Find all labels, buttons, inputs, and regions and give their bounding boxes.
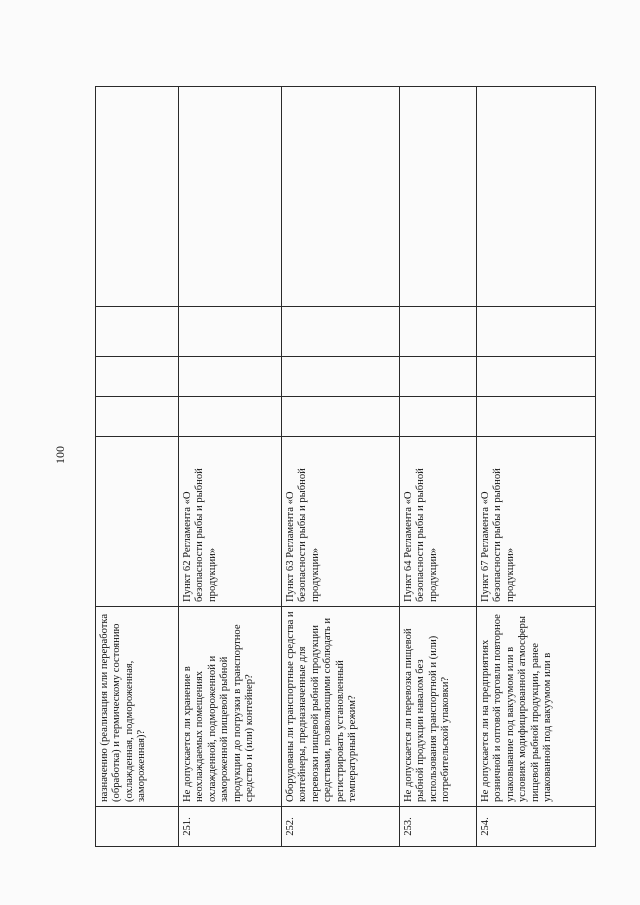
answer-no-cell <box>477 357 596 397</box>
page-number: 100 <box>53 446 67 464</box>
notes-cell <box>477 87 596 307</box>
requirement-question: Не допускается ли перевозка пищевой рыбной продукции навалом без использования транспортной и (или) потребительской упаковки? <box>400 607 477 807</box>
answer-no-cell <box>179 357 282 397</box>
regulation-reference: Пункт 62 Регламента «О безопасности рыбы и рыбной продукции» <box>179 437 282 607</box>
answer-yes-cell <box>96 397 179 437</box>
row-number: 254. <box>477 807 596 847</box>
answer-no-cell <box>282 357 400 397</box>
notes-cell <box>400 87 477 307</box>
not-applicable-cell <box>477 307 596 357</box>
row-number: 253. <box>400 807 477 847</box>
checklist-table <box>95 86 596 847</box>
row-number: 252. <box>282 807 400 847</box>
not-applicable-cell <box>282 307 400 357</box>
answer-yes-cell <box>477 397 596 437</box>
table-row <box>96 87 179 847</box>
requirement-question: Не допускается ли на предприятиях розничной и оптовой торговли повторное упаковывание под вакуумом или в условиях модифицированной атмосферы пищевой рыбной продукции, ранее упакованной под вакуумом или в <box>477 607 596 807</box>
table-row <box>282 87 400 847</box>
not-applicable-cell <box>96 307 179 357</box>
answer-no-cell <box>400 357 477 397</box>
regulation-reference <box>96 437 179 607</box>
regulation-reference: Пункт 67 Регламента «О безопасности рыбы и рыбной продукции» <box>477 437 596 607</box>
answer-yes-cell <box>179 397 282 437</box>
not-applicable-cell <box>179 307 282 357</box>
regulation-reference: Пункт 63 Регламента «О безопасности рыбы и рыбной продукции» <box>282 437 400 607</box>
requirement-question: Не допускается ли хранение в неохлаждаемых помещениях охлажденной, подмороженной и замороженной пищевой рыбной продукции до погрузки в транспортное средство и (или) контейнер? <box>179 607 282 807</box>
table-row <box>477 87 596 847</box>
row-number <box>96 807 179 847</box>
table-row <box>400 87 477 847</box>
table-row <box>179 87 282 847</box>
requirement-question: назначению (реализация или переработка (обработка) и термическому состоянию (охлажденная, подмороженная, замороженная)? <box>96 607 179 807</box>
answer-yes-cell <box>282 397 400 437</box>
notes-cell <box>96 87 179 307</box>
answer-yes-cell <box>400 397 477 437</box>
row-number: 251. <box>179 807 282 847</box>
answer-no-cell <box>96 357 179 397</box>
notes-cell <box>179 87 282 307</box>
regulation-reference: Пункт 64 Регламента «О безопасности рыбы и рыбной продукции» <box>400 437 477 607</box>
notes-cell <box>282 87 400 307</box>
not-applicable-cell <box>400 307 477 357</box>
requirement-question: Оборудованы ли транспортные средства и контейнеры, предназначенные для перевозки пищевой рыбной продукции средствами, позволяющими соблюдать и регистрировать установленный температурный режим? <box>282 607 400 807</box>
checklist-table-rotated <box>95 87 595 847</box>
